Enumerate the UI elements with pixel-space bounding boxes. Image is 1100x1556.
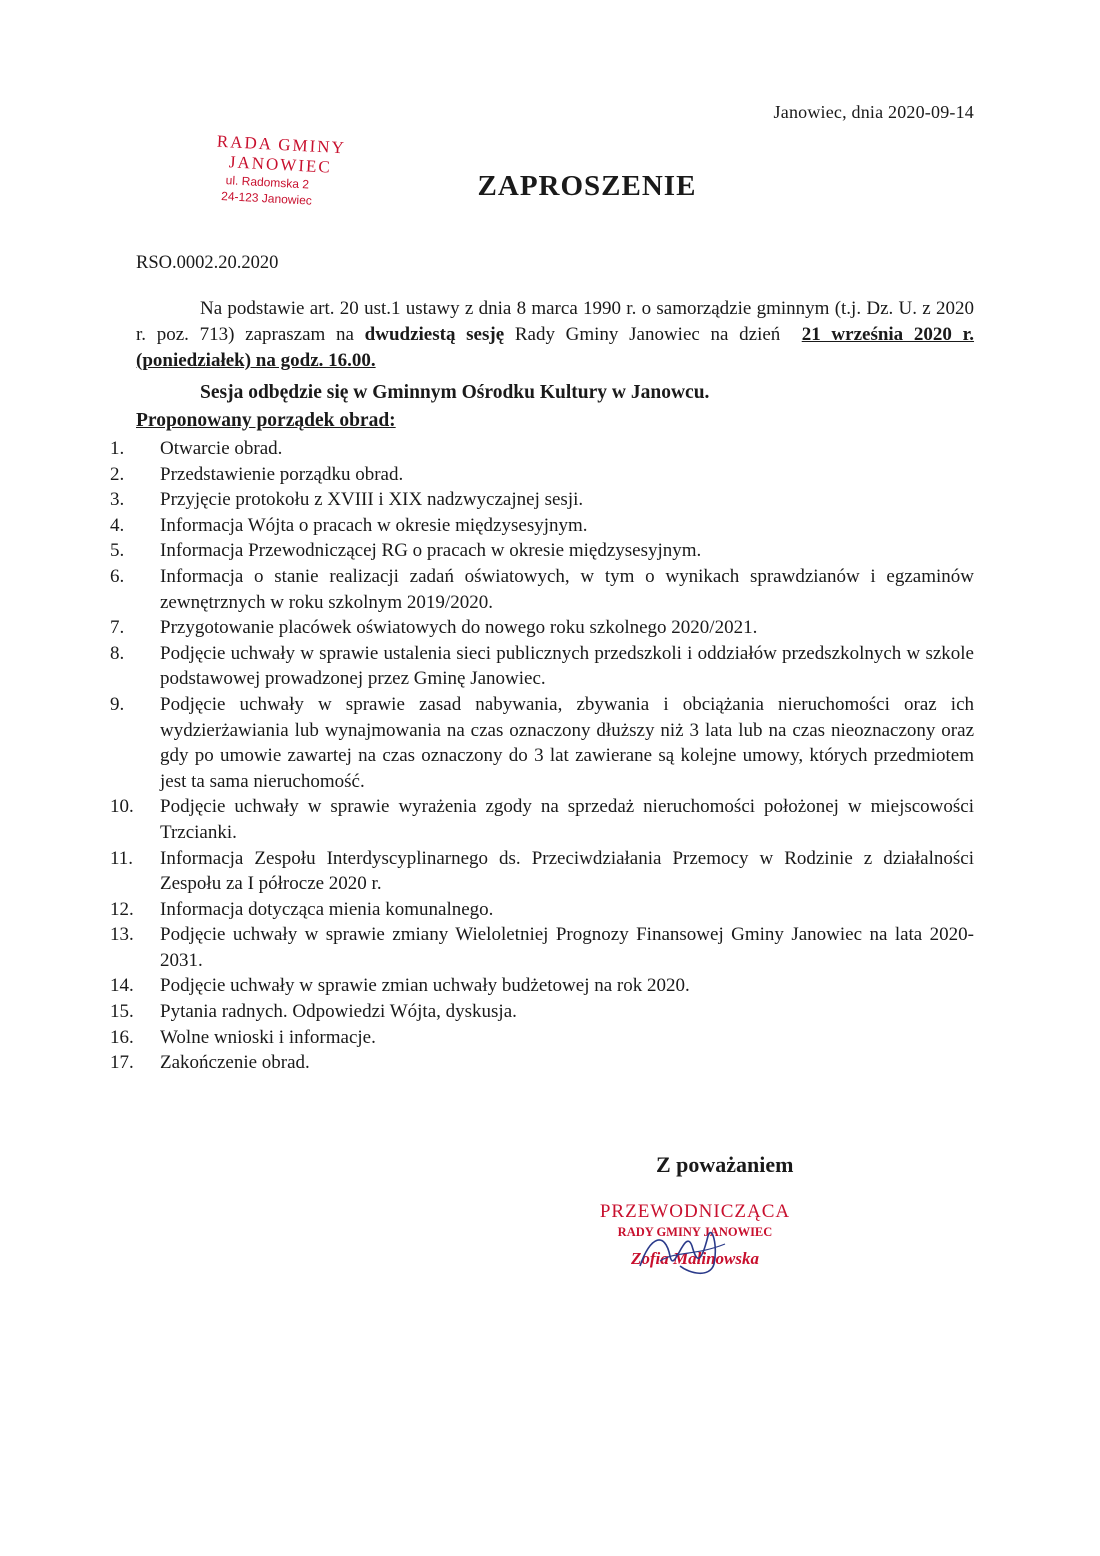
agenda-item (110, 692, 974, 794)
agenda-item (110, 513, 974, 539)
document-date: Janowiec, dnia 2020-09-14 (773, 102, 974, 122)
agenda-item-text: Zakończenie obrad. (160, 1052, 310, 1074)
agenda-item (110, 564, 974, 615)
stamp-line-4: 24-123 Janowiec (220, 188, 313, 208)
stamp-line-3: ul. Radomska 2 (225, 173, 310, 192)
agenda-item (110, 462, 974, 488)
agenda-item (110, 1025, 974, 1051)
agenda-item-number: 13. (110, 924, 134, 946)
handwritten-signature (630, 1216, 740, 1286)
agenda-item (110, 436, 974, 462)
agenda-item-number: 7. (110, 617, 125, 639)
agenda-item-text: Informacja o stanie realizacji zadań oświatowych, w tym o wynikach sprawdzianów i egzaminów zewnętrznych w roku szkolnym 2019/2020. (160, 565, 974, 613)
document-title: ZAPROSZENIE (477, 170, 697, 202)
agenda-item-number: 17. (110, 1052, 134, 1074)
session-date-time: 21 września 2020 r. (poniedziałek) na godz. 16.00. (136, 324, 975, 371)
agenda-item-text: Podjęcie uchwały w sprawie zasad nabywania, zbywania i obciążania nieruchomości oraz ich wydzierżawiania lub wynajmowania na czas oznaczony dłuższy niż 3 lata lub na czas nieoznaczony oraz gdy po umowie zawartej na czas oznaczony do 3 lat zawierane są kolejne umowy, których przedmiotem jest ta sama nieruchomość. (160, 693, 974, 792)
agenda-item-text: Podjęcie uchwały w sprawie zmian uchwały budżetowej na rok 2020. (160, 975, 690, 997)
agenda-item (110, 846, 974, 897)
agenda-item-number: 15. (110, 1001, 134, 1023)
agenda-item (110, 641, 974, 692)
council-stamp (198, 131, 362, 211)
agenda-item-text: Informacja Wójta o pracach w okresie międzysesyjnym. (160, 514, 588, 536)
intro-session-bold: dwudziestą sesję (364, 324, 505, 345)
agenda-item (110, 794, 974, 845)
agenda-item-text: Przedstawienie porządku obrad. (160, 463, 404, 485)
agenda-item-number: 4. (110, 514, 125, 536)
agenda-item-number: 2. (110, 463, 125, 485)
signature-title: PRZEWODNICZĄCA (599, 1201, 791, 1222)
agenda-item-number: 8. (110, 642, 125, 664)
signature-org: RADY GMINY JANOWIEC (617, 1225, 773, 1239)
reference-number: RSO.0002.20.2020 (136, 253, 279, 273)
intro-text-2: Rady Gminy Janowiec na dzień (504, 324, 792, 345)
agenda-item-text: Otwarcie obrad. (160, 438, 283, 459)
agenda-item-number: 11. (110, 847, 134, 869)
agenda-item-number: 1. (110, 438, 125, 459)
agenda-item-number: 10. (110, 796, 134, 818)
agenda-item (110, 1050, 974, 1076)
agenda-title: Proponowany porządek obrad: (136, 410, 396, 431)
agenda-item (110, 538, 974, 564)
closing-regards: Z poważaniem (656, 1152, 794, 1177)
intro-paragraph (136, 296, 974, 374)
agenda-item-text: Informacja Zespołu Interdyscyplinarnego ds. Przeciwdziałania Przemocy w Rodzinie z działalności Zespołu za I półrocze 2020 r. (160, 847, 974, 895)
agenda-item (110, 973, 974, 999)
agenda-item-number: 3. (110, 489, 125, 511)
stamp-line-2: JANOWIEC (228, 152, 333, 177)
agenda-item-text: Informacja Przewodniczącej RG o pracach w okresie międzysesyjnym. (160, 540, 702, 562)
agenda-item-text: Podjęcie uchwały w sprawie ustalenia sieci publicznych przedszkoli i oddziałów przedszkolnych w szkole podstawowej prowadzonej przez Gminę Janowiec. (160, 642, 974, 690)
agenda-item-number: 16. (110, 1026, 134, 1048)
agenda-item (110, 999, 974, 1025)
stamp-line-1: RADA GMINY (216, 131, 347, 158)
intro-text-1: Na podstawie art. 20 ust.1 ustawy z dnia 8 marca 1990 r. o samorządzie gminnym (t.j. Dz. U. z 2020 r. poz. 713) zapraszam na (136, 298, 974, 345)
session-venue: Sesja odbędzie się w Gminnym Ośrodku Kultury w Janowcu. (200, 382, 710, 403)
agenda-item-number: 9. (110, 693, 125, 715)
agenda-item-text: Podjęcie uchwały w sprawie wyrażenia zgody na sprzedaż nieruchomości położonej w miejscowości Trzcianki. (160, 796, 974, 843)
agenda-item-number: 12. (110, 898, 134, 920)
agenda-item-text: Informacja dotycząca mienia komunalnego. (160, 898, 494, 920)
agenda-item-text: Pytania radnych. Odpowiedzi Wójta, dyskusja. (160, 1001, 517, 1023)
agenda-item-number: 6. (110, 565, 125, 587)
agenda-item-text: Wolne wnioski i informacje. (160, 1026, 376, 1048)
agenda-item (110, 615, 974, 641)
agenda-item (110, 487, 974, 513)
agenda-item (110, 922, 974, 973)
agenda-item-number: 14. (110, 975, 134, 997)
agenda-list (110, 436, 974, 1076)
agenda-item (110, 897, 974, 923)
signature-name: Zofia Malinowska (631, 1249, 759, 1268)
agenda-item-number: 5. (110, 540, 125, 562)
agenda-item-text: Podjęcie uchwały w sprawie zmiany Wieloletniej Prognozy Finansowej Gminy Janowiec na lata 2020-2031. (160, 924, 974, 971)
agenda-item-text: Przyjęcie protokołu z XVIII i XIX nadzwyczajnej sesji. (160, 489, 584, 511)
agenda-item-text: Przygotowanie placówek oświatowych do nowego roku szkolnego 2020/2021. (160, 617, 758, 639)
